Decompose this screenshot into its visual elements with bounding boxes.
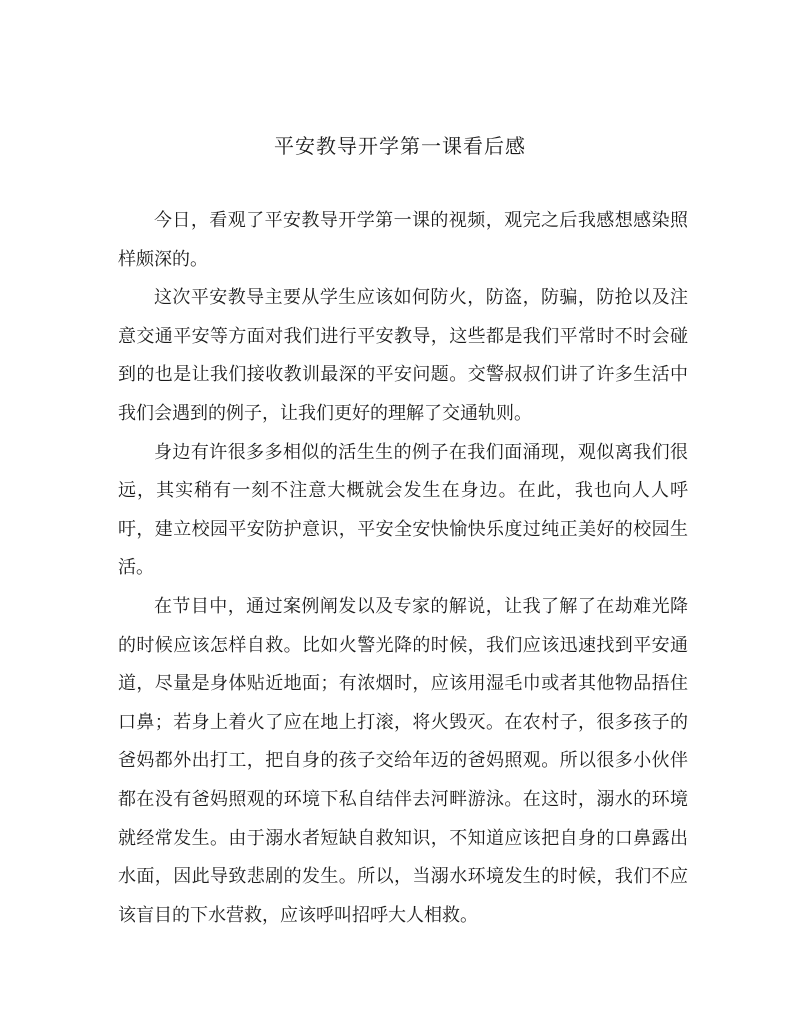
paragraph-4: 在节目中，通过案例阐发以及专家的解说，让我了解了在劫难光降的时候应该怎样自救。比如火警光降的时候，我们应该迅速找到平安通道，尽量是身体贴近地面；有浓烟时，应该用湿毛巾或者其他物品捂住口鼻；若身上着火了应在地上打滚，将火毁灭。在农村子，很多孩子的爸妈都外出打工，把自身的孩子交给年迈的爸妈照观。所以很多小伙伴都在没有爸妈照观的环境下私自结伴去河畔游泳。在这时，溺水的环境就经常发生。由于溺水者短缺自救知识，不知道应该把自身的口鼻露出水面，因此导致悲剧的发生。所以，当溺水环境发生的时候，我们不应该盲目的下水营救，应该呼叫招呼大人相救。 bbox=[118, 595, 688, 926]
paragraph-3: 身边有许很多多相似的活生生的例子在我们面涌现，观似离我们很远，其实稍有一刻不注意大概就会发生在身边。在此，我也向人人呼吁，建立校园平安防护意识，平安全安快愉快乐度过纯正美好的校园生活。 bbox=[118, 441, 688, 579]
document-body bbox=[118, 202, 688, 935]
paragraph-1: 今日，看观了平安教导开学第一课的视频，观完之后我感想感染照样颇深的。 bbox=[118, 210, 688, 270]
document-title: 平安教导开学第一课看后感 bbox=[274, 134, 526, 158]
paragraph-2: 这次平安教导主要从学生应该如何防火，防盗，防骗，防抢以及注意交通平安等方面对我们进行平安教导，这些都是我们平常时不时会碰到的也是让我们接收教训最深的平安问题。交警叔叔们讲了许多生活中我们会遇到的例子，让我们更好的理解了交通轨则。 bbox=[118, 287, 688, 424]
